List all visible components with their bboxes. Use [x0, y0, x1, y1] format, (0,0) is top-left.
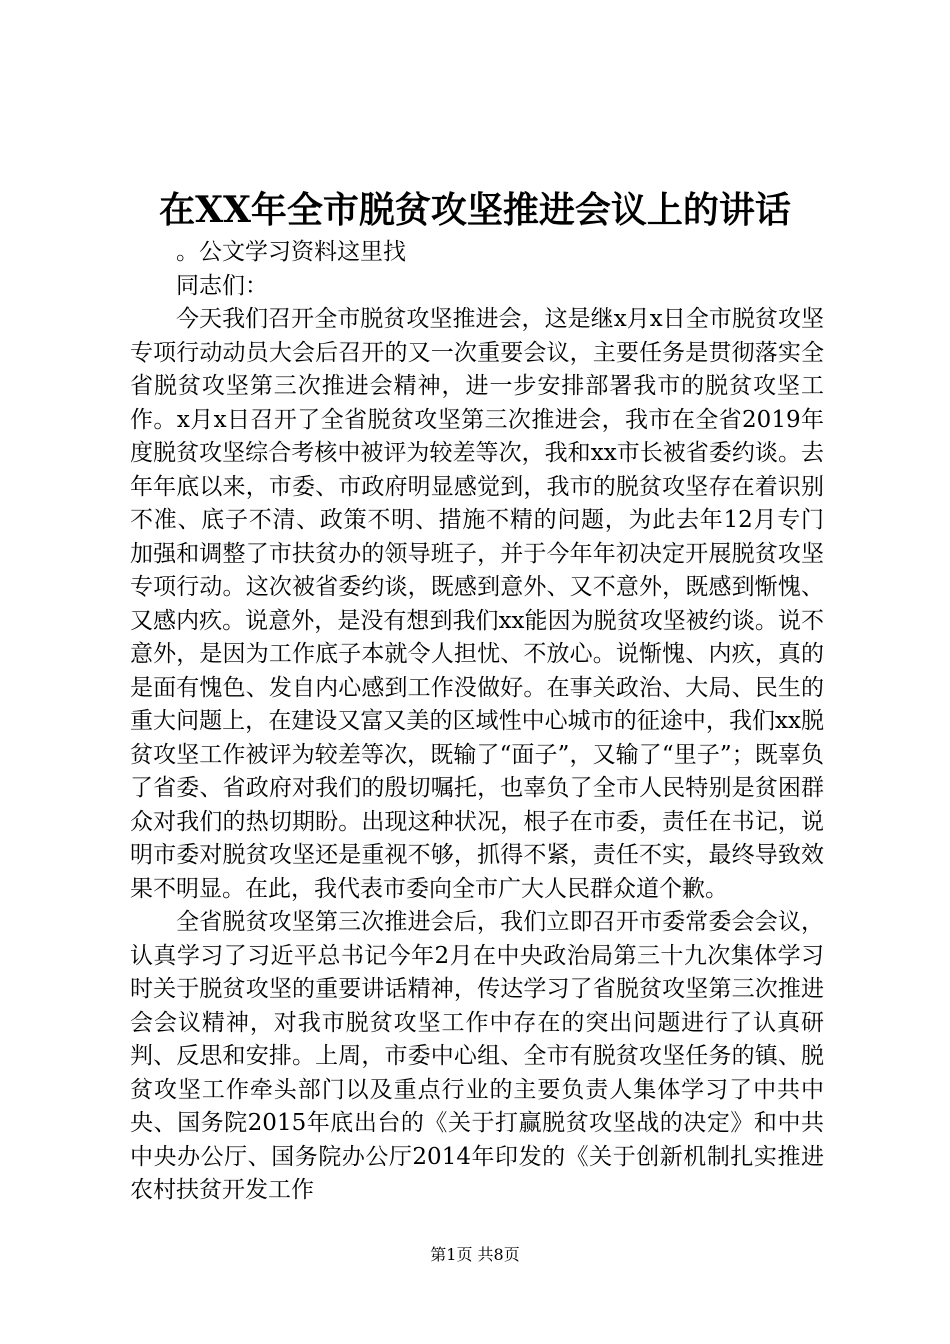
salutation: 同志们：: [176, 272, 268, 299]
paragraph-1: 今天我们召开全市脱贫攻坚推进会，这是继x月x日全市脱贫攻坚专项行动动员大会后召开的又一次重要会议，主要任务是贯彻落实全省脱贫攻坚第三次推进会精神，进一步安排部署我市的脱贫攻坚工作。x月x日召开了全省脱贫攻坚第三次推进会，我市在全省2019年度脱贫攻坚综合考核中被评为较差等次，我和xx市长被省委约谈。去年年底以来，市委、市政府明显感觉到，我市的脱贫攻坚存在着识别不准、底子不清、政策不明、措施不精的问题，为此去年12月专门加强和调整了市扶贫办的领导班子，并于今年年初决定开展脱贫攻坚专项行动。这次被省委约谈，既感到意外、又不意外，既感到惭愧、又感内疚。说意外，是没有想到我们xx能因为脱贫攻坚被约谈。说不意外，是因为工作底子本就令人担忧、不放心。说惭愧、内疚，真的是面有愧色、发自内心感到工作没做好。在事关政治、大局、民生的重大问题上，在建设又富又美的区域性中心城市的征途中，我们xx脱贫攻坚工作被评为较差等次，既输了“面子”，又输了“里子”；既辜负了省委、省政府对我们的殷切嘱托，也辜负了全市人民特别是贫困群众对我们的热切期盼。出现这种状况，根子在市委，责任在书记，说明市委对脱贫攻坚还是重视不够，抓得不紧，责任不实，最终导致效果不明显。在此，我代表市委向全市广大人民群众道个歉。: [130, 306, 824, 902]
document-body: [130, 236, 824, 1208]
source-note: 。公文学习资料这里找: [176, 239, 406, 265]
document-title: 在XX年全市脱贫攻坚推进会议上的讲话: [159, 189, 791, 231]
paragraph-2: 全省脱贫攻坚第三次推进会后，我们立即召开市委常委会会议，认真学习了习近平总书记今年2月在中央政治局第三十九次集体学习时关于脱贫攻坚的重要讲话精神，传达学习了省脱贫攻坚第三次推进会会议精神，对我市脱贫攻坚工作中存在的突出问题进行了认真研判、反思和安排。上周，市委中心组、全市有脱贫攻坚任务的镇、脱贫攻坚工作牵头部门以及重点行业的主要负责人集体学习了中共中央、国务院2015年底出台的《关于打赢脱贫攻坚战的决定》和中共中央办公厅、国务院办公厅2014年印发的《关于创新机制扎实推进农村扶贫开发工作: [130, 909, 824, 1203]
page-footer: 第1页 共8页: [430, 1245, 520, 1264]
